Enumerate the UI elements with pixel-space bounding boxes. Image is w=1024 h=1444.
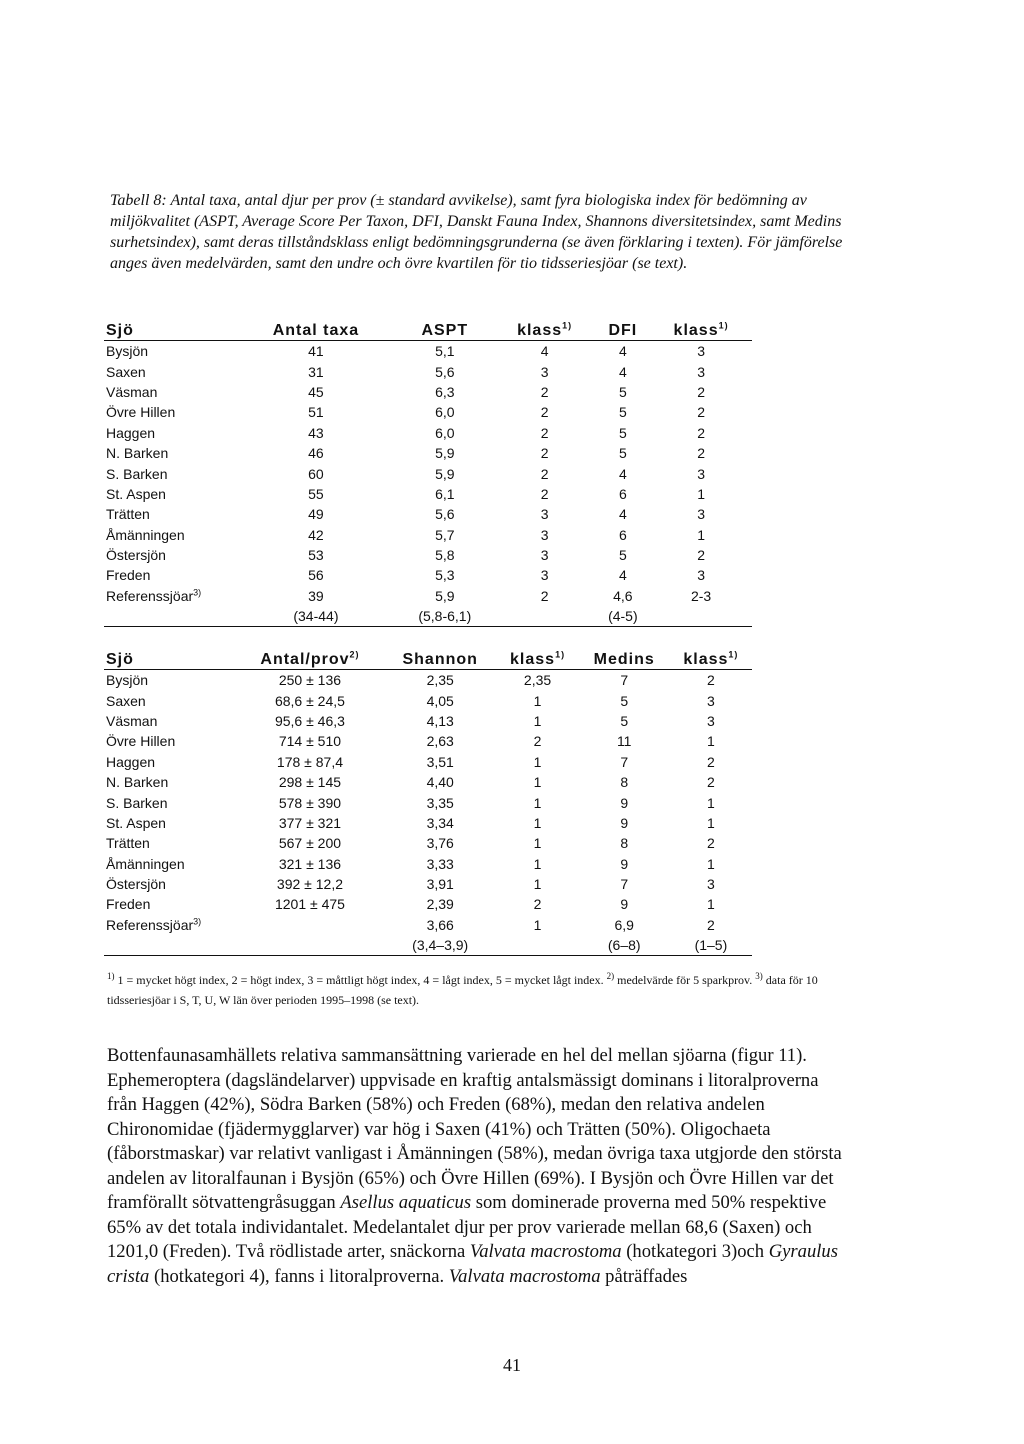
lake-name: Östersjön [106,876,166,893]
lake-name: Trätten [106,835,150,852]
column-header: Antal/prov$^{2)}$ [236,645,384,670]
table-cell: 1 [533,753,542,770]
lake-name: Åmänningen [106,855,185,872]
body-text-2: som dominerade proverna med 50% respektive 65% av det totala individantalet. Medelantalet djur per prov varierade mellan 68,6 (Saxen) och 1201,0 (Freden). Två rödlistade arter, snäckorna [107,1192,827,1262]
table-taxa-aspt-dfi [104,316,752,627]
lake-name: Freden [106,896,151,913]
table-cell: 3,33 [426,855,454,872]
lake-name: Bysjön [106,672,149,689]
table-cell: 2,39 [426,896,454,913]
lake-name: Trätten [106,506,150,523]
table-cell: 6,1 [435,485,455,502]
table-cell: 5 [620,712,629,729]
table-cell: 578 ± 390 [278,794,342,811]
table-cell: 9 [620,855,629,872]
table-row [104,565,752,585]
table-cell: 2,35 [523,672,552,689]
table-cell: 2-3 [690,587,712,604]
table-cell: 1 [533,876,542,893]
column-header: Antal taxa [236,316,396,341]
table-cell: 1 [707,733,715,750]
table-cell: (1–5) [670,935,752,956]
table-cell: 2 [540,424,549,441]
table-cell: 2 [540,485,549,502]
table-cell: 3 [697,343,705,360]
table-cell: 250 ± 136 [278,672,342,689]
table-cell: 5 [618,383,627,400]
table-row [104,443,752,463]
table-row [104,833,752,853]
table-cell: 5 [618,445,627,462]
table-cell: 2,35 [426,672,454,689]
table-cell: 8 [620,835,629,852]
table-row [104,813,752,833]
table-cell: 3 [707,876,715,893]
table-cell: 2 [697,424,705,441]
table-cell: 3 [707,692,715,709]
footnote-2-mark: 2) [606,971,615,981]
table-cell: 55 [308,485,324,502]
table-cell: 2 [707,672,715,689]
table-cell: 5 [620,692,629,709]
table-row [104,670,752,691]
table-cell: 3 [697,363,705,380]
table-cell: 3,35 [426,794,454,811]
table-cell: 4,13 [426,712,454,729]
table-cell: 3 [697,465,705,482]
table-cell: 2 [533,896,542,913]
lake-name: N. Barken [106,445,169,462]
table-cell: (3,4–3,9) [384,935,497,956]
table-cell: 6,0 [435,404,455,421]
table-row [104,874,752,894]
table-cell: 95,6 ± 46,3 [274,712,345,729]
column-header: Sjö [104,316,236,341]
table-cell: 3 [540,547,549,564]
table-cell: 6 [618,526,627,543]
table-row [104,525,752,545]
table-cell: 1 [533,692,542,709]
lake-name: Övre Hillen [106,404,176,421]
table-cell: 714 ± 510 [278,733,342,750]
table-row [104,854,752,874]
species-name: Asellus aquaticus [340,1192,472,1213]
table-cell: 321 ± 136 [278,855,342,872]
table-abundance-shannon-medins [104,645,752,956]
table-cell: 1 [707,855,715,872]
table-cell: 1 [707,896,715,913]
table-cell: 1 [533,855,542,872]
table-cell: 2 [540,445,549,462]
table-cell: 4 [618,343,627,360]
table-row [104,752,752,772]
body-text-4: (hotkategori 4), fanns i litoralproverna. [149,1265,449,1287]
table-cell: 49 [308,506,324,523]
column-header: ASPT [396,316,494,341]
body-text-5: påträffades [600,1265,688,1287]
table-cell: 2,63 [426,733,454,750]
table-row [104,690,752,710]
footnote-3-text: data för 10 tidsseriesjöar i S, T, U, W län över perioden 1995–1998 (se text). [107,973,818,1007]
table-cell: 3,76 [426,835,454,852]
table-cell: 42 [308,526,324,543]
table-cell: 4,40 [426,774,454,791]
footnote-1-text: 1 = mycket högt index, 2 = högt index, 3 = måttligt högt index, 4 = lågt index, 5 = mycket lågt index. [114,973,607,987]
table-cell: 5,1 [435,343,455,360]
table-cell: 2 [707,753,715,770]
table-cell: 4 [618,465,627,482]
table-header-row [104,316,752,341]
table-cell: 3 [540,567,549,584]
table-cell: 4 [618,567,627,584]
table-cell: 5 [618,424,627,441]
lake-name: S. Barken [106,794,168,811]
table-cell: 1 [707,814,715,831]
table-cell: 45 [308,383,324,400]
table-cell: 31 [308,363,324,380]
column-header: DFI [596,316,651,341]
table-cell: (4-5) [596,606,651,627]
column-header: Medins [579,645,670,670]
table-cell: 3 [540,526,549,543]
table-row [104,545,752,565]
table-cell: 2 [697,383,705,400]
table-row [104,606,752,627]
table-cell: 4 [618,363,627,380]
column-header: klass$^{1)}$ [494,316,596,341]
column-header: klass$^{1)}$ [670,645,752,670]
table-cell: 2 [540,404,549,421]
table-cell: 1 [533,794,542,811]
table-row [104,792,752,812]
lake-name: Referenssjöar$^{3)}$ [106,587,202,604]
table-cell: 6,3 [435,383,455,400]
species-name: Valvata macrostoma [448,1265,601,1287]
column-header: Sjö [104,645,236,670]
lake-name: Referenssjöar$^{3)}$ [106,916,202,933]
table-cell: 39 [308,587,324,604]
table-cell: 3 [697,506,705,523]
table-cell: 2 [707,774,715,791]
table-caption: Tabell 8: Antal taxa, antal djur per prov (± standard avvikelse), samt fyra biologiska index för bedömning av miljökvalitet (ASPT, Average Score Per Taxon, DFI, Danskt Fauna Index, Shannons diversitetsindex, samt Medins surhetsindex), samt deras tillståndsklass enligt bedömningsgrunderna (se även förklaring i texten). För jämförelse anges även medelvärden, samt den undre och övre kvartilen för tio tidsseriesjöar (se text). [110,192,843,272]
table-cell: 5,9 [435,445,455,462]
table-cell: 7 [620,753,629,770]
table-cell: 7 [620,876,629,893]
table-cell: 4,6 [613,587,633,604]
table-cell: 5,6 [435,363,455,380]
table-cell: 2 [540,587,549,604]
table-cell: 4,05 [426,692,454,709]
body-text-3: (hotkategori 3)och [621,1241,769,1262]
table-cell: 4 [618,506,627,523]
table-cell: 4 [540,343,549,360]
table-row [104,361,752,381]
table-row [104,341,752,362]
table-cell: 9 [620,794,629,811]
table-cell: 1 [533,814,542,831]
table-cell: 2 [533,733,542,750]
table-row [104,382,752,402]
lake-name [104,935,236,956]
lake-name: S. Barken [106,465,168,482]
table-cell: 9 [620,814,629,831]
table-cell: 68,6 ± 24,5 [274,692,345,709]
table-cell: 178 ± 87,4 [276,753,343,770]
table-row [104,935,752,956]
table-cell [650,606,752,627]
column-header: Shannon [384,645,497,670]
table-cell: 5,8 [435,547,455,564]
table-cell: 6,9 [614,916,634,933]
table-cell: 1 [533,712,542,729]
lake-name: Östersjön [106,547,166,564]
table-cell: 298 ± 145 [278,774,342,791]
table-cell: 1 [533,774,542,791]
table-cell: 1 [707,794,715,811]
lake-name: Bysjön [106,343,149,360]
table-cell: 53 [308,547,324,564]
table-cell: 5,3 [435,567,455,584]
table-cell: 3,51 [426,753,454,770]
table-cell: 392 ± 12,2 [276,876,343,893]
table-cell: 3,66 [426,916,454,933]
species-name: Valvata macrostoma [469,1241,622,1262]
table-cell [236,915,384,935]
table-cell: 5,6 [435,506,455,523]
table-cell [496,935,578,956]
table-cell: 2 [707,835,715,852]
table-cell: 9 [620,896,629,913]
table-cell: 2 [540,465,549,482]
table-cell: 8 [620,774,629,791]
table-row [104,484,752,504]
lake-name: Saxen [106,363,146,380]
table-cell: 41 [308,343,324,360]
table-cell: 567 ± 200 [278,835,342,852]
table-cell: 3 [697,567,705,584]
table-header-row [104,645,752,670]
table-cell: 1 [697,485,705,502]
table-cell: 56 [308,567,324,584]
table-cell: 2 [540,383,549,400]
table-row [104,772,752,792]
table-cell: 7 [620,672,629,689]
table-cell: 6 [618,485,627,502]
lake-name: Haggen [106,753,156,770]
table-cell: 11 [616,733,632,750]
table-cell: 46 [308,445,324,462]
table-row [104,402,752,422]
body-text-1: Bottenfaunasamhällets relativa sammansättning varierade en hel del mellan sjöarna (figur 11). Ephemeroptera (dagsländelarver) uppvisade en kraftig antalsmässigt dominans i litoralproverna från Haggen (42%), Södra Barken (58%) och Freden (68%), medan den relativa andelen Chironomidae (fjädermygglarver) var hög i Saxen (41%) och Trätten (50%). Oligochaeta (fåborstmaskar) var relativt vanligast i Åmänningen (58%), medan övriga taxa utgjorde den största andelen av litoralfaunan i Bysjön (65%) och Övre Hillen (69%). I Bysjön och Övre Hillen var det framförallt sötvattengråsuggan [107,1045,842,1213]
table-cell: 3,91 [426,876,454,893]
table-cell: 2 [697,547,705,564]
table-cell: (5,8-6,1) [396,606,494,627]
table-row [104,423,752,443]
table-cell: 3 [540,506,549,523]
footnote-2-text: medelvärde för 5 sparkprov. [614,973,756,987]
lake-name: Väsman [106,712,158,729]
lake-name: Haggen [106,424,156,441]
table-cell: 3 [707,712,715,729]
table-cell: 60 [308,465,324,482]
column-header: klass$^{1)}$ [650,316,752,341]
table-cell [236,935,384,956]
table-cell: 6,0 [435,424,455,441]
table-row [104,731,752,751]
lake-name: St. Aspen [106,485,166,502]
table-cell: 5,7 [435,526,455,543]
table-cell: 5 [618,547,627,564]
table-cell: 2 [697,404,705,421]
table-row [104,915,752,935]
table-cell: 5 [618,404,627,421]
lake-name: Freden [106,567,151,584]
page-number: 41 [503,1355,521,1375]
table-cell: 1 [533,916,542,933]
table-row [104,711,752,731]
table-cell: 1 [697,526,705,543]
table-cell: 3,34 [426,814,454,831]
table-row [104,586,752,606]
table-row [104,463,752,483]
footnote-1-mark: 1) [107,971,115,981]
table-row [104,894,752,914]
table-cell: 5,9 [435,587,455,604]
footnote-3-mark: 3) [755,971,763,981]
table-cell: 51 [308,404,324,421]
table-cell: 1201 ± 475 [274,896,345,913]
lake-name [104,606,236,627]
lake-name: St. Aspen [106,814,166,831]
table-cell: 2 [707,916,715,933]
lake-name: Väsman [106,383,158,400]
table-cell: 377 ± 321 [278,814,342,831]
column-header: klass$^{1)}$ [496,645,578,670]
table-cell: 5,9 [435,465,455,482]
lake-name: Övre Hillen [106,733,176,750]
table-row [104,504,752,524]
species-name: Gyraulus crista [107,1241,838,1287]
table-cell: 43 [308,424,324,441]
lake-name: Saxen [106,692,146,709]
body-paragraph [107,1044,847,1289]
lake-name: N. Barken [106,774,169,791]
table-cell: 1 [533,835,542,852]
table-cell: 3 [540,363,549,380]
table-cell: 2 [697,445,705,462]
table-cell: (34-44) [236,606,396,627]
lake-name: Åmänningen [106,526,185,543]
table-footnotes [107,970,827,1010]
table-cell [494,606,596,627]
table-cell: (6–8) [579,935,670,956]
